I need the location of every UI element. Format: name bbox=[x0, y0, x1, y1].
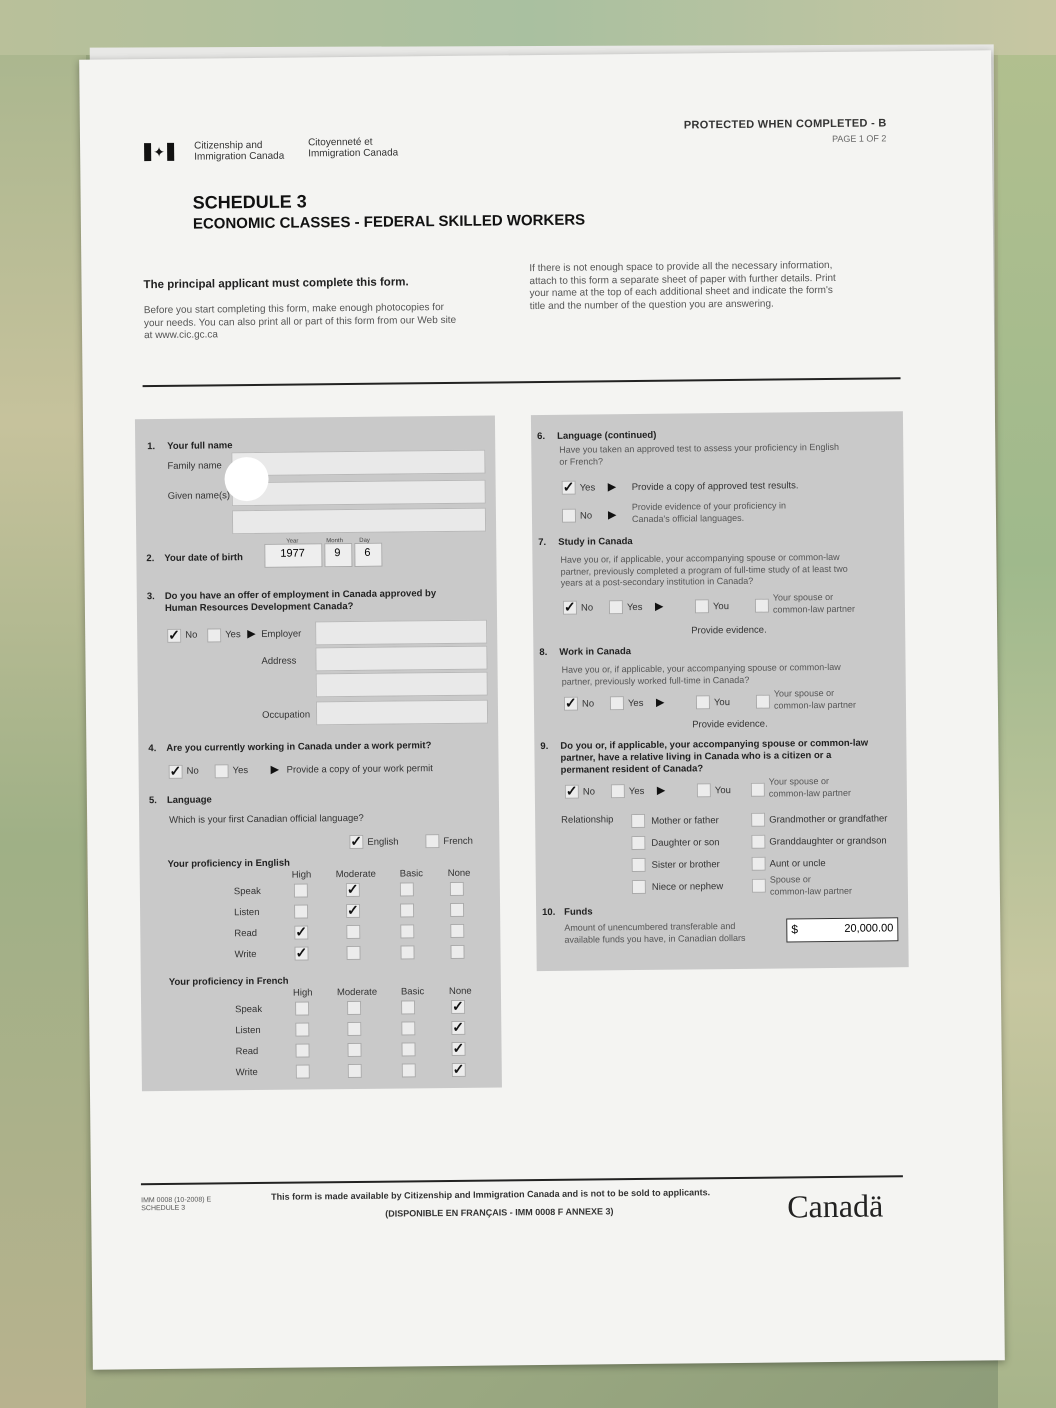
first-language-question: Which is your first Canadian official language? bbox=[169, 812, 364, 826]
rel-daughter-son-label: Daughter or son bbox=[651, 837, 720, 849]
q7-question: Have you or, if applicable, your accompanying spouse or common-law partner, previously completed a program of full-time study of at least two years at a post-secondary institution in Canada? bbox=[560, 551, 848, 588]
q8-yes-checkbox[interactable] bbox=[610, 696, 624, 710]
q9-no-check-mark: ✓ bbox=[565, 782, 578, 799]
q6-no-checkbox[interactable] bbox=[562, 509, 576, 523]
rel-spouse-label: Spouse or common-law partner bbox=[769, 874, 852, 897]
q8-spouse-checkbox[interactable] bbox=[756, 695, 770, 709]
q8-no-check-mark: ✓ bbox=[564, 694, 577, 711]
fr-row-listen: Listen bbox=[235, 1024, 261, 1037]
french-label: French bbox=[443, 835, 474, 848]
q9-spouse-label: Your spouse or common-law partner bbox=[768, 775, 851, 799]
q3-no-label: No bbox=[185, 629, 198, 641]
q4-no-check-mark: ✓ bbox=[169, 762, 182, 779]
q6-yes-note: Provide a copy of approved test results. bbox=[631, 480, 799, 494]
q7-yes-label: Yes bbox=[626, 601, 643, 614]
q4-arrow-icon: ▶ bbox=[270, 763, 280, 776]
fr-speak-none-check: ✓ bbox=[452, 997, 464, 1014]
fr-read-none-check: ✓ bbox=[452, 1039, 465, 1056]
address-field-2[interactable] bbox=[316, 672, 488, 698]
availability-note: This form is made available by Citizenship and Immigration Canada and is not to be sold to applicants. bbox=[271, 1187, 711, 1202]
fr-row-write: Write bbox=[235, 1066, 258, 1079]
rel-niece-nephew-label: Niece or nephew bbox=[651, 881, 724, 893]
q5-label: Language bbox=[166, 794, 212, 806]
en-listen-moderate-check: ✓ bbox=[347, 901, 359, 919]
fr-write-moderate[interactable] bbox=[348, 1064, 362, 1078]
q6-no-note: Provide evidence of your proficiency in Canada's official languages. bbox=[631, 500, 787, 524]
q10-number: 10. bbox=[542, 906, 556, 919]
en-row-listen: Listen bbox=[234, 906, 260, 919]
rel-daughter-son-checkbox[interactable] bbox=[631, 836, 645, 850]
english-label: English bbox=[367, 836, 399, 848]
given-name-field[interactable] bbox=[232, 480, 486, 507]
fr-listen-moderate[interactable] bbox=[347, 1022, 361, 1036]
given-name-field-2[interactable] bbox=[232, 508, 486, 535]
q8-evidence-note: Provide evidence. bbox=[692, 718, 768, 731]
q8-label: Work in Canada bbox=[559, 646, 632, 658]
q3-yes-checkbox[interactable] bbox=[207, 628, 221, 642]
q4-number: 4. bbox=[148, 743, 157, 755]
schedule-title: SCHEDULE 3 bbox=[192, 191, 307, 213]
employer-field[interactable] bbox=[315, 620, 487, 646]
fr-write-high[interactable] bbox=[296, 1064, 310, 1078]
english-check-mark: ✓ bbox=[350, 832, 363, 850]
occupation-label: Occupation bbox=[261, 709, 311, 721]
q10-label: Funds bbox=[564, 906, 593, 918]
rel-grandparent-checkbox[interactable] bbox=[751, 813, 765, 827]
q8-spouse-label: Your spouse or common-law partner bbox=[773, 687, 857, 711]
form-page bbox=[79, 50, 1005, 1369]
q1-number: 1. bbox=[147, 441, 156, 453]
q6-number: 6. bbox=[537, 430, 546, 443]
q8-question: Have you or, if applicable, your accompanying spouse or common-law partner, previously worked full-time in Canada? bbox=[561, 661, 841, 687]
department-name-fr: Citoyenneté et Immigration Canada bbox=[307, 136, 399, 160]
q5-number: 5. bbox=[148, 795, 157, 807]
en-read-moderate[interactable] bbox=[346, 925, 360, 939]
q9-you-label: You bbox=[714, 785, 731, 797]
en-listen-none[interactable] bbox=[450, 903, 464, 917]
q3-no-check-mark: ✓ bbox=[168, 626, 181, 643]
q1-label: Your full name bbox=[167, 440, 233, 452]
en-write-basic[interactable] bbox=[400, 945, 414, 959]
en-col-moderate: Moderate bbox=[335, 868, 376, 881]
principal-applicant-note: The principal applicant must complete this form. bbox=[143, 276, 409, 292]
rel-aunt-uncle-label: Aunt or uncle bbox=[769, 858, 826, 870]
header-divider bbox=[143, 377, 901, 386]
employer-label: Employer bbox=[261, 628, 302, 640]
given-name-label: Given name(s) bbox=[167, 490, 231, 502]
french-version-note: (DISPONIBLE EN FRANÇAIS - IMM 0008 F ANNEXE 3) bbox=[385, 1206, 614, 1219]
fr-listen-none-check: ✓ bbox=[452, 1018, 465, 1035]
q2-number: 2. bbox=[146, 553, 155, 565]
en-speak-moderate-check: ✓ bbox=[346, 880, 359, 898]
q4-yes-label: Yes bbox=[232, 765, 249, 777]
q3-yes-label: Yes bbox=[225, 629, 241, 641]
fr-read-high[interactable] bbox=[295, 1043, 309, 1057]
french-proficiency-heading: Your proficiency in French bbox=[168, 975, 289, 988]
fr-col-basic: Basic bbox=[400, 986, 425, 998]
canada-flag-icon: ✦ bbox=[144, 143, 174, 161]
q9-you-checkbox[interactable] bbox=[697, 783, 711, 797]
q7-evidence-note: Provide evidence. bbox=[691, 624, 767, 637]
q4-label: Are you currently working in Canada under a work permit? bbox=[166, 740, 432, 754]
rel-grandparent-label: Grandmother or grandfather bbox=[769, 813, 888, 826]
q6-question: Have you taken an approved test to assess your proficiency in English or French? bbox=[559, 441, 839, 467]
fr-read-basic[interactable] bbox=[401, 1042, 415, 1056]
french-checkbox[interactable] bbox=[425, 834, 439, 848]
en-col-none: None bbox=[447, 867, 471, 879]
family-name-field[interactable] bbox=[231, 450, 485, 477]
q9-yes-label: Yes bbox=[628, 785, 645, 798]
photocopy-instructions: Before you start completing this form, make enough photocopies for your needs. You can also print all or part of this form from our Web site at www.cic.gc.ca bbox=[143, 302, 457, 342]
q4-provide-note: Provide a copy of your work permit bbox=[286, 763, 433, 776]
rel-aunt-uncle-checkbox[interactable] bbox=[752, 857, 766, 871]
birth-day-value: 6 bbox=[364, 546, 371, 559]
en-row-read: Read bbox=[234, 927, 258, 940]
q9-spouse-checkbox[interactable] bbox=[751, 783, 765, 797]
q9-no-label: No bbox=[582, 786, 596, 798]
en-listen-high[interactable] bbox=[294, 904, 308, 918]
q9-number: 9. bbox=[540, 740, 549, 753]
family-name-label: Family name bbox=[167, 460, 222, 472]
q7-no-label: No bbox=[580, 602, 594, 614]
funds-field[interactable] bbox=[786, 917, 898, 942]
q7-number: 7. bbox=[538, 536, 547, 549]
english-proficiency-heading: Your proficiency in English bbox=[167, 857, 290, 870]
canada-wordmark-logo: Canadä bbox=[787, 1187, 884, 1225]
month-caption: Month bbox=[326, 538, 343, 545]
fr-listen-basic[interactable] bbox=[401, 1021, 415, 1035]
birth-month-value: 9 bbox=[334, 547, 341, 560]
funds-description: Amount of unencumbered transferable and available funds you have, in Canadian dollars bbox=[564, 920, 746, 945]
q9-label: Do you or, if applicable, your accompanying spouse or common-law partner, have a relative living in Canada who is a citizen or a permanent resident of Canada? bbox=[560, 737, 869, 776]
fr-row-read: Read bbox=[235, 1045, 259, 1058]
fr-col-moderate: Moderate bbox=[336, 986, 378, 999]
q8-number: 8. bbox=[539, 646, 548, 659]
address-field[interactable] bbox=[315, 646, 487, 672]
fr-write-none-check: ✓ bbox=[452, 1060, 465, 1077]
q7-no-check-mark: ✓ bbox=[563, 598, 576, 615]
q8-you-checkbox[interactable] bbox=[696, 695, 710, 709]
en-col-high: High bbox=[291, 869, 312, 881]
en-listen-basic[interactable] bbox=[400, 903, 414, 917]
en-write-none[interactable] bbox=[450, 945, 464, 959]
form-code: IMM 0008 (10-2008) E SCHEDULE 3 bbox=[141, 1196, 212, 1213]
funds-amount: 20,000.00 bbox=[844, 922, 894, 935]
department-name-en: Citizenship and Immigration Canada bbox=[194, 139, 285, 163]
extra-space-instructions: If there is not enough space to provide all the necessary information, attach to this form a separate sheet of paper with further details. Print your name at the top of each additional sheet and indicate the form's title and the number of the question you are answering. bbox=[529, 259, 836, 312]
q7-spouse-checkbox[interactable] bbox=[755, 599, 769, 613]
address-label: Address bbox=[261, 655, 297, 667]
en-write-moderate[interactable] bbox=[346, 946, 360, 960]
map-background-right bbox=[998, 0, 1056, 1408]
q3-label: Do you have an offer of employment in Canada approved by Human Resources Development Canada? bbox=[164, 588, 437, 614]
birth-year-value: 1977 bbox=[280, 547, 305, 560]
q7-spouse-label: Your spouse or common-law partner bbox=[772, 591, 856, 615]
q6-label: Language (continued) bbox=[557, 429, 657, 442]
q6-yes-arrow-icon: ▶ bbox=[607, 481, 617, 494]
fr-listen-high[interactable] bbox=[295, 1022, 309, 1036]
q4-no-label: No bbox=[186, 765, 199, 777]
en-speak-none[interactable] bbox=[450, 882, 464, 896]
fr-row-speak: Speak bbox=[235, 1003, 263, 1016]
q6-no-label: No bbox=[579, 510, 593, 522]
q7-label: Study in Canada bbox=[558, 536, 633, 548]
q8-yes-label: Yes bbox=[627, 697, 644, 710]
q4-yes-checkbox[interactable] bbox=[215, 764, 229, 778]
footer-divider bbox=[141, 1175, 903, 1184]
q7-you-label: You bbox=[712, 601, 730, 613]
q8-arrow-icon: ▶ bbox=[655, 696, 665, 709]
en-col-basic: Basic bbox=[399, 868, 424, 880]
q2-label: Your date of birth bbox=[164, 552, 243, 564]
en-read-high-check: ✓ bbox=[295, 923, 308, 940]
q6-yes-check-mark: ✓ bbox=[562, 478, 575, 495]
relationship-label: Relationship bbox=[561, 814, 614, 826]
rel-spouse-checkbox[interactable] bbox=[752, 879, 766, 893]
q3-arrow-icon: ▶ bbox=[247, 627, 256, 641]
fr-speak-basic[interactable] bbox=[401, 1000, 415, 1014]
fr-speak-high[interactable] bbox=[295, 1001, 309, 1015]
q8-no-label: No bbox=[581, 698, 595, 710]
en-speak-high[interactable] bbox=[294, 883, 308, 897]
page-number: PAGE 1 OF 2 bbox=[831, 133, 887, 144]
en-row-speak: Speak bbox=[233, 885, 261, 898]
form-title: ECONOMIC CLASSES - FEDERAL SKILLED WORKERS bbox=[192, 211, 586, 233]
currency-symbol: $ bbox=[791, 922, 799, 937]
en-read-basic[interactable] bbox=[400, 924, 414, 938]
fr-speak-moderate[interactable] bbox=[347, 1001, 361, 1015]
q9-yes-checkbox[interactable] bbox=[611, 784, 625, 798]
q7-arrow-icon: ▶ bbox=[654, 600, 664, 613]
year-caption: Year bbox=[286, 538, 299, 545]
q6-yes-label: Yes bbox=[579, 482, 596, 494]
protected-label: PROTECTED WHEN COMPLETED - B bbox=[683, 117, 887, 132]
day-caption: Day bbox=[359, 537, 370, 544]
rel-mother-father-checkbox[interactable] bbox=[631, 814, 645, 828]
q6-no-arrow-icon: ▶ bbox=[607, 509, 617, 522]
rel-sister-brother-label: Sister or brother bbox=[651, 859, 720, 871]
en-read-none[interactable] bbox=[450, 924, 464, 938]
q7-yes-checkbox[interactable] bbox=[609, 600, 623, 614]
en-write-high-check: ✓ bbox=[295, 944, 308, 961]
q8-you-label: You bbox=[713, 697, 731, 709]
fr-col-none: None bbox=[448, 985, 472, 997]
rel-mother-father-label: Mother or father bbox=[651, 815, 719, 827]
q9-arrow-icon: ▶ bbox=[656, 784, 666, 797]
fr-read-moderate[interactable] bbox=[347, 1043, 361, 1057]
map-background-left bbox=[0, 0, 86, 1408]
rel-grandchild-label: Granddaughter or grandson bbox=[769, 835, 887, 848]
rel-grandchild-checkbox[interactable] bbox=[751, 835, 765, 849]
q7-you-checkbox[interactable] bbox=[695, 599, 709, 613]
en-row-write: Write bbox=[234, 949, 257, 961]
fr-col-high: High bbox=[292, 987, 313, 999]
fr-write-basic[interactable] bbox=[402, 1063, 416, 1077]
redaction-mark bbox=[224, 457, 268, 501]
rel-niece-nephew-checkbox[interactable] bbox=[632, 880, 646, 894]
en-speak-basic[interactable] bbox=[400, 882, 414, 896]
q3-number: 3. bbox=[146, 591, 155, 603]
rel-sister-brother-checkbox[interactable] bbox=[632, 858, 646, 872]
occupation-field[interactable] bbox=[316, 700, 488, 726]
